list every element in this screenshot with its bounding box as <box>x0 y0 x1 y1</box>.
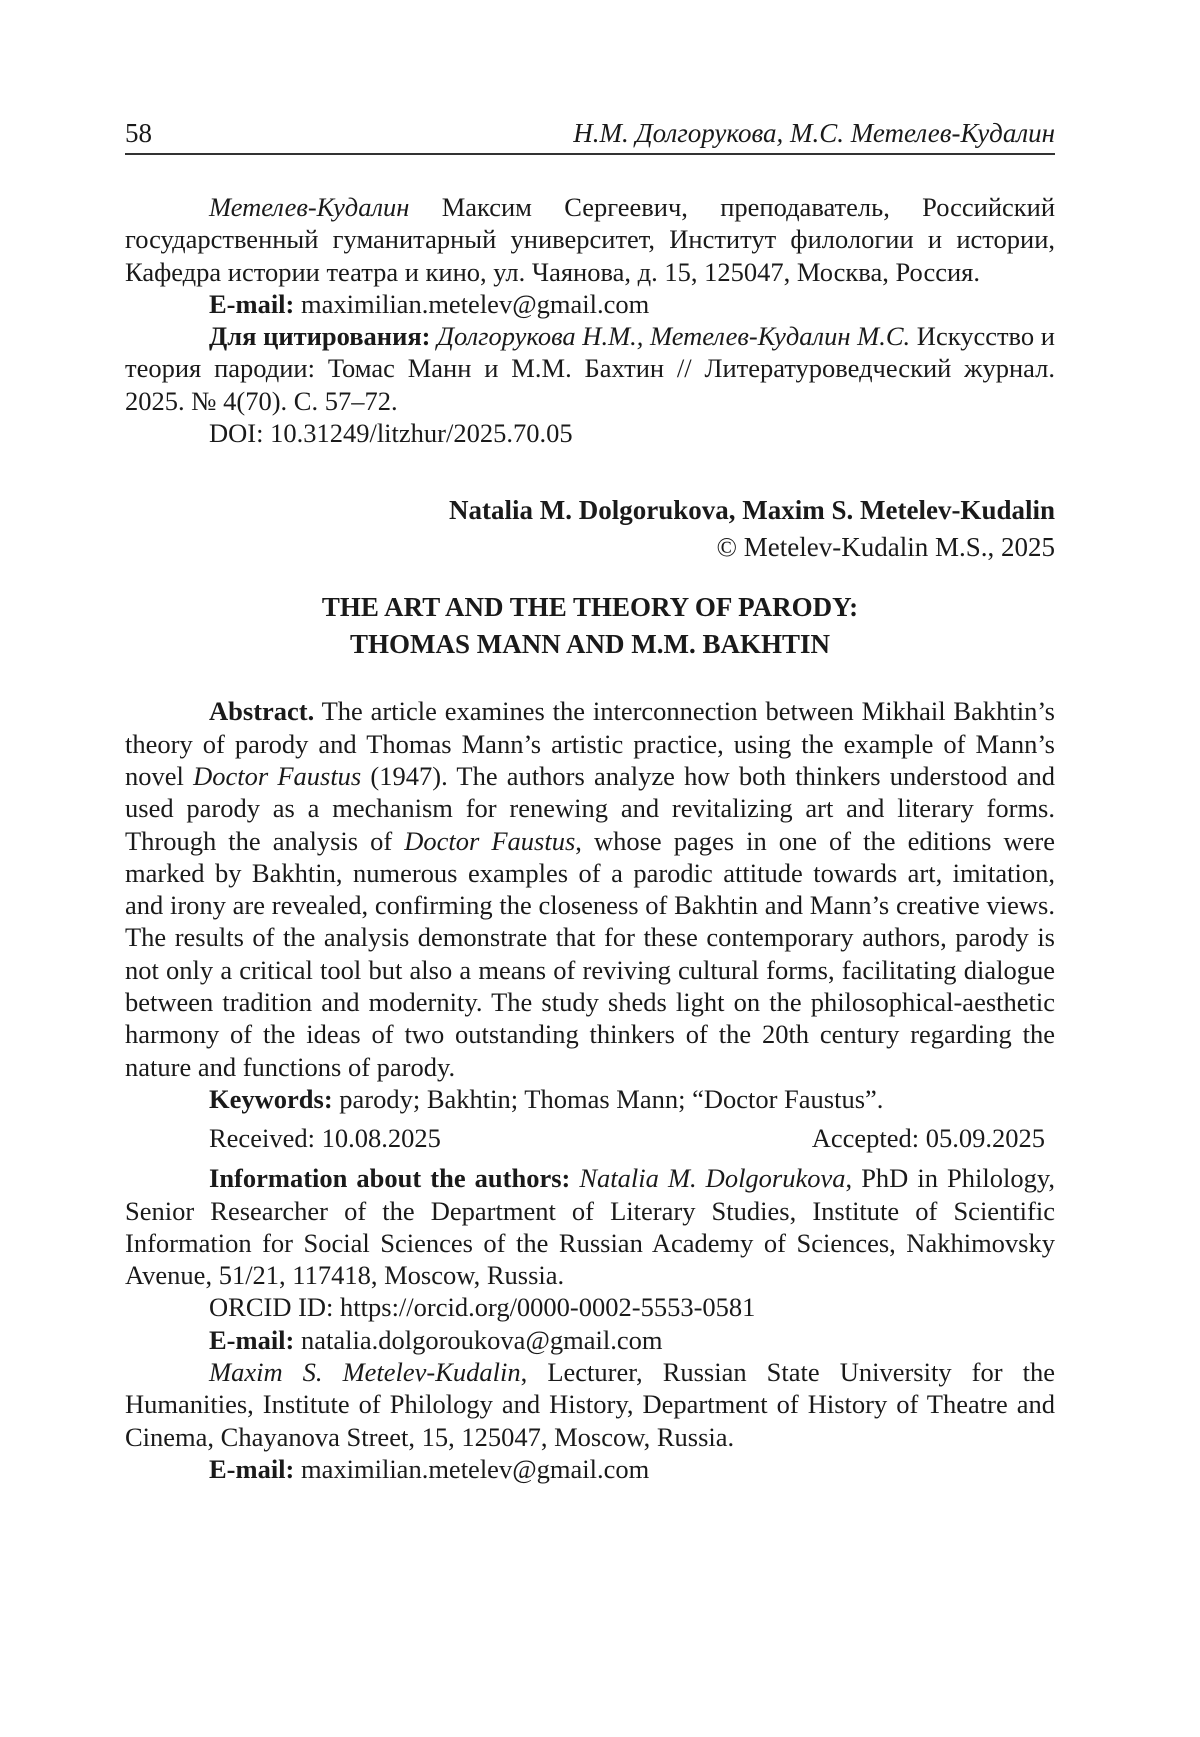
article-title-line-2: THOMAS MANN AND M.M. BAKHTIN <box>350 629 830 660</box>
author-2-details: , Lecturer, Russian State University for the Humanities, Institute of Philology and History, Department of History of Theatre and Cinema, Chayanova Street, 15, 125047, Moscow, Russia. <box>125 1357 1055 1452</box>
author-1-email-line <box>125 1324 1055 1356</box>
citation-text: Искусство и теория пародии: Томас Манн и М.М. Бахтин // Литературоведческий журнал. 2025. № 4(70). С. 57–72. <box>125 321 1055 416</box>
author-1-email-label: E-mail: <box>209 1324 295 1355</box>
abstract-part-3: , whose pages in one of the editions were marked by Bakhtin, numerous examples of a parodic attitude towards art, imitation, and irony are revealed, confirming the closeness of Bakhtin and Mann’s creative views. The results of the analysis demonstrate that for these contemporary authors, parody is not only a critical tool but also a means of reviving cultural forms, facilitating dialogue between tradition and modernity. The study sheds light on the philosophical-aesthetic harmony of the ideas of two outstanding thinkers of the 20th century regarding the nature and functions of parody. <box>125 825 1056 1082</box>
english-title-block <box>125 491 1055 565</box>
keywords-label: Keywords: <box>209 1083 333 1114</box>
author-2-email-value: maximilian.metelev@gmail.com <box>294 1453 650 1484</box>
author-1-email-value: natalia.dolgoroukova@gmail.com <box>294 1324 663 1355</box>
keywords-value: parody; Bakhtin; Thomas Mann; “Doctor Faustus”. <box>332 1083 884 1114</box>
running-authors: Н.М. Долгорукова, М.С. Метелев-Кудалин <box>573 118 1055 148</box>
abstract-italic-2: Doctor Faustus <box>404 825 576 856</box>
author-2-email-label: E-mail: <box>209 1453 295 1484</box>
ru-email-line <box>125 288 1055 320</box>
ru-author-details: Максим Сергеевич, преподаватель, Российский государственный гуманитарный университет, Институт филологии и истории, Кафедра истории театра и кино, ул. Чаянова, д. 15, 125047, Москва, Россия. <box>125 192 1055 287</box>
author-2-email-line <box>125 1453 1055 1485</box>
abstract-part-1: The article examines the interconnection between Mikhail Bakhtin’s theory of parody and Thomas Mann’s artistic practice, using the example of Mann’s novel <box>125 696 1055 791</box>
author-1-name: Natalia M. Dolgorukova <box>570 1163 846 1194</box>
abstract-label: Abstract. <box>209 696 315 727</box>
article-title <box>125 589 1055 663</box>
citation-authors: Долгорукова Н.М., Метелев-Кудалин М.С. <box>430 321 911 352</box>
article-title-line-1: THE ART AND THE THEORY OF PARODY: <box>321 592 859 623</box>
dates-row <box>125 1120 1055 1156</box>
authors-info <box>125 1162 1055 1291</box>
running-header <box>125 118 1055 155</box>
received-date: Received: 10.08.2025 <box>209 1123 441 1154</box>
page-number: 58 <box>125 118 152 148</box>
article-body <box>125 191 1055 1485</box>
copyright-line: © Metelev-Kudalin M.S., 2025 <box>716 532 1055 563</box>
ru-email-label: E-mail: <box>209 288 295 319</box>
author-1-details: , PhD in Philology, Senior Researcher of the Department of Literary Studies, Institute of Scientific Information for Social Sciences of the Russian Academy of Sciences, Nakhimovsky Avenue, 51/21, 117418, Moscow, Russia. <box>125 1163 1055 1291</box>
orcid-line: ORCID ID: https://orcid.org/0000-0002-5553-0581 <box>209 1292 756 1323</box>
citation <box>125 320 1055 417</box>
abstract <box>125 695 1055 1083</box>
doi-line: DOI: 10.31249/litzhur/2025.70.05 <box>209 418 573 449</box>
journal-page <box>125 118 1055 1485</box>
keywords <box>125 1083 1055 1115</box>
author-2-info <box>125 1356 1055 1453</box>
ru-author-info <box>125 191 1055 288</box>
english-authors: Natalia M. Dolgorukova, Maxim S. Metelev-Kudalin <box>449 495 1055 526</box>
abstract-part-2: (1947). The authors analyze how both thinkers understood and used parody as a mechanism for renewing and revitalizing art and literary forms. Through the analysis of <box>125 760 1055 856</box>
authors-info-label: Information about the authors: <box>209 1163 571 1194</box>
author-2-name: Maxim S. Metelev-Kudalin <box>209 1357 521 1388</box>
ru-author-name: Метелев-Кудалин <box>209 192 410 222</box>
citation-label: Для цитирования: <box>209 321 431 352</box>
ru-email-value: maximilian.metelev@gmail.com <box>294 288 650 319</box>
accepted-date: Accepted: 05.09.2025 <box>811 1123 1045 1154</box>
abstract-italic-1: Doctor Faustus <box>193 760 362 791</box>
